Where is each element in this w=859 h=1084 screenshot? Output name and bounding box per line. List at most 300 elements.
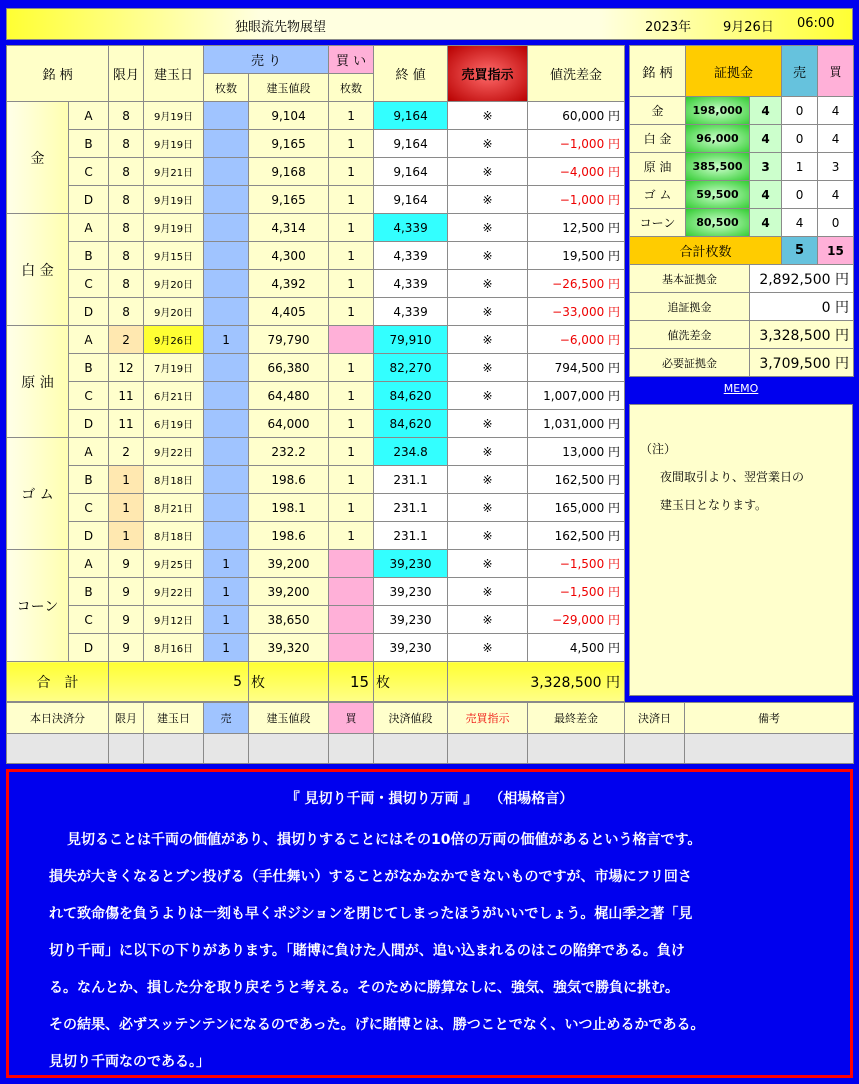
contract-month: 12: [109, 354, 144, 382]
order-mark: ※: [448, 438, 528, 466]
buy-count: 1: [329, 186, 374, 214]
sell-count: 1: [204, 634, 249, 662]
commodity-name: ゴ ム: [7, 438, 69, 550]
position-row: [7, 438, 625, 466]
margin-sell: 0: [782, 181, 818, 209]
close-price: 9,164: [374, 158, 448, 186]
settle-cell: [374, 734, 448, 764]
close-price: 82,270: [374, 354, 448, 382]
settle-cell: [109, 734, 144, 764]
summary-value: 0 円: [750, 293, 854, 321]
margin-sell: 1: [782, 153, 818, 181]
buy-count: 1: [329, 270, 374, 298]
entry-date: 6月19日: [144, 410, 204, 438]
mark-to-market-diff: −1,500 円: [528, 550, 625, 578]
entry-price: 66,380: [249, 354, 329, 382]
close-price: 9,164: [374, 102, 448, 130]
margin-amount: 59,500: [686, 181, 750, 209]
summary-label: 追証拠金: [630, 293, 750, 321]
order-mark: ※: [448, 634, 528, 662]
title-date: 9月26日: [723, 20, 774, 35]
close-price: 4,339: [374, 242, 448, 270]
position-row: [7, 410, 625, 438]
margin-units: 4: [750, 209, 782, 237]
contract-id: C: [69, 606, 109, 634]
contract-id: D: [69, 634, 109, 662]
entry-date: 9月19日: [144, 130, 204, 158]
side-header-margin: 証拠金: [686, 46, 782, 97]
contract-month: 8: [109, 298, 144, 326]
margin-commodity: コーン: [630, 209, 686, 237]
order-mark: ※: [448, 326, 528, 354]
margin-units: 4: [750, 97, 782, 125]
summary-value: 3,328,500 円: [750, 321, 854, 349]
margin-row: [630, 97, 854, 125]
proverb-line: その結果、必ずスッテンテンになるのであった。げに賭博とは、勝つことでなく、いつ止めるかである。: [49, 1017, 705, 1033]
contract-month: 8: [109, 186, 144, 214]
contract-id: C: [69, 494, 109, 522]
entry-price: 79,790: [249, 326, 329, 354]
buy-count: 1: [329, 214, 374, 242]
settle-cell: [7, 734, 109, 764]
contract-month: 8: [109, 242, 144, 270]
margin-row: [630, 209, 854, 237]
entry-date: 9月19日: [144, 214, 204, 242]
mark-to-market-diff: −26,500 円: [528, 270, 625, 298]
mark-to-market-diff: 19,500 円: [528, 242, 625, 270]
position-row: [7, 158, 625, 186]
mark-to-market-diff: 162,500 円: [528, 522, 625, 550]
position-row: [7, 214, 625, 242]
settle-header: 売: [204, 703, 249, 734]
buy-count: 1: [329, 522, 374, 550]
buy-count: 1: [329, 494, 374, 522]
commodity-name: 白 金: [7, 214, 69, 326]
position-row: [7, 130, 625, 158]
mark-to-market-diff: −6,000 円: [528, 326, 625, 354]
close-price: 231.1: [374, 466, 448, 494]
order-mark: ※: [448, 494, 528, 522]
mark-to-market-diff: −29,000 円: [528, 606, 625, 634]
entry-price: 9,168: [249, 158, 329, 186]
order-mark: ※: [448, 550, 528, 578]
entry-date: 9月25日: [144, 550, 204, 578]
order-mark: ※: [448, 242, 528, 270]
total-sell-unit: 枚: [249, 662, 329, 702]
contract-month: 9: [109, 550, 144, 578]
contract-month: 8: [109, 102, 144, 130]
sell-count: 1: [204, 326, 249, 354]
buy-count: [329, 634, 374, 662]
summary-row: [630, 265, 854, 293]
title-time: 06:00: [797, 16, 835, 31]
sell-count: [204, 158, 249, 186]
margin-sell: 0: [782, 125, 818, 153]
entry-price: 9,104: [249, 102, 329, 130]
entry-date: 9月19日: [144, 102, 204, 130]
mark-to-market-diff: −1,000 円: [528, 186, 625, 214]
margin-commodity: ゴ ム: [630, 181, 686, 209]
summary-row: [630, 321, 854, 349]
contract-id: B: [69, 242, 109, 270]
order-mark: ※: [448, 298, 528, 326]
position-row: [7, 466, 625, 494]
contract-month: 2: [109, 326, 144, 354]
position-row: [7, 326, 625, 354]
position-row: [7, 186, 625, 214]
mark-to-market-diff: 13,000 円: [528, 438, 625, 466]
margin-units: 3: [750, 153, 782, 181]
settle-header: 決済値段: [374, 703, 448, 734]
contract-id: C: [69, 270, 109, 298]
side-header-sell: 売: [782, 46, 818, 97]
close-price: 39,230: [374, 578, 448, 606]
margin-buy: 4: [818, 125, 854, 153]
header-entry-date: 建玉日: [144, 46, 204, 102]
entry-date: 9月12日: [144, 606, 204, 634]
position-row: [7, 270, 625, 298]
close-price: 39,230: [374, 550, 448, 578]
order-mark: ※: [448, 270, 528, 298]
entry-price: 232.2: [249, 438, 329, 466]
buy-count: 1: [329, 298, 374, 326]
proverb-box: [6, 769, 853, 1078]
position-row: [7, 494, 625, 522]
settle-cell: [144, 734, 204, 764]
sell-count: [204, 438, 249, 466]
mark-to-market-diff: 165,000 円: [528, 494, 625, 522]
position-row: [7, 550, 625, 578]
entry-price: 9,165: [249, 186, 329, 214]
total-buy-unit: 枚: [374, 662, 448, 702]
close-price: 231.1: [374, 522, 448, 550]
buy-count: 1: [329, 410, 374, 438]
memo-line: 建玉日となります。: [660, 498, 768, 512]
buy-count: [329, 606, 374, 634]
buy-count: [329, 326, 374, 354]
entry-price: 39,200: [249, 550, 329, 578]
contract-id: C: [69, 158, 109, 186]
contract-id: B: [69, 466, 109, 494]
contract-month: 8: [109, 270, 144, 298]
entry-date: 9月26日: [144, 326, 204, 354]
entry-price: 198.6: [249, 522, 329, 550]
settle-header: 決済日: [625, 703, 685, 734]
contract-id: A: [69, 438, 109, 466]
position-row: [7, 578, 625, 606]
total-amount: 3,328,500 円: [448, 662, 625, 702]
settle-cell: [685, 734, 854, 764]
order-mark: ※: [448, 102, 528, 130]
header-sell-count: 枚数: [204, 74, 249, 102]
memo-line: 夜間取引より、翌営業日の: [660, 470, 805, 484]
total-buy-count: 15: [329, 662, 374, 702]
margin-commodity: 原 油: [630, 153, 686, 181]
order-mark: ※: [448, 466, 528, 494]
settle-cell: [204, 734, 249, 764]
order-mark: ※: [448, 578, 528, 606]
contract-month: 8: [109, 130, 144, 158]
mark-to-market-diff: 4,500 円: [528, 634, 625, 662]
proverb-line: 損失が大きくなるとブン投げる（手仕舞い）することがなかなかできないものですが、市場にフリ回さ: [49, 869, 692, 885]
settle-header: 限月: [109, 703, 144, 734]
entry-date: 8月18日: [144, 522, 204, 550]
margin-buy: 4: [818, 181, 854, 209]
buy-count: 1: [329, 102, 374, 130]
positions-table: [6, 45, 624, 702]
entry-price: 4,314: [249, 214, 329, 242]
memo-box: [629, 404, 853, 696]
buy-count: [329, 550, 374, 578]
entry-date: 9月15日: [144, 242, 204, 270]
commodity-name: 金: [7, 102, 69, 214]
settle-header: 建玉値段: [249, 703, 329, 734]
contract-month: 1: [109, 522, 144, 550]
buy-count: 1: [329, 466, 374, 494]
entry-price: 39,320: [249, 634, 329, 662]
entry-price: 198.1: [249, 494, 329, 522]
sell-count: 1: [204, 550, 249, 578]
summary-value: 2,892,500 円: [750, 265, 854, 293]
margin-amount: 198,000: [686, 97, 750, 125]
buy-count: 1: [329, 438, 374, 466]
entry-date: 8月16日: [144, 634, 204, 662]
settlement-table: [6, 702, 853, 764]
buy-count: 1: [329, 130, 374, 158]
mark-to-market-diff: −1,500 円: [528, 578, 625, 606]
entry-date: 8月21日: [144, 494, 204, 522]
contract-month: 9: [109, 578, 144, 606]
entry-date: 9月19日: [144, 186, 204, 214]
buy-count: 1: [329, 242, 374, 270]
sell-count: [204, 410, 249, 438]
buy-count: 1: [329, 158, 374, 186]
entry-price: 4,405: [249, 298, 329, 326]
settle-header: 売買指示: [448, 703, 528, 734]
settle-cell: [329, 734, 374, 764]
side-count-sell: 5: [782, 237, 818, 265]
buy-count: 1: [329, 382, 374, 410]
margin-amount: 80,500: [686, 209, 750, 237]
proverb-line: る。なんとか、損した分を取り戻そうと考える。そのために勝算なしに、強気、強気で勝負に挑む。: [49, 980, 679, 996]
memo-line: （注）: [640, 442, 677, 456]
close-price: 234.8: [374, 438, 448, 466]
close-price: 9,164: [374, 186, 448, 214]
summary-label: 基本証拠金: [630, 265, 750, 293]
settle-header: 備考: [685, 703, 854, 734]
header-month: 限月: [109, 46, 144, 102]
side-count-label: 合計枚数: [630, 237, 782, 265]
mark-to-market-diff: 1,031,000 円: [528, 410, 625, 438]
entry-date: 8月18日: [144, 466, 204, 494]
mark-to-market-diff: −1,000 円: [528, 130, 625, 158]
entry-date: 9月20日: [144, 298, 204, 326]
mark-to-market-diff: 162,500 円: [528, 466, 625, 494]
side-header-brand: 銘 柄: [630, 46, 686, 97]
title-bar: [6, 8, 853, 40]
entry-date: 9月20日: [144, 270, 204, 298]
entry-price: 198.6: [249, 466, 329, 494]
entry-price: 64,000: [249, 410, 329, 438]
margin-sell: 0: [782, 97, 818, 125]
sell-count: [204, 130, 249, 158]
settle-header: 建玉日: [144, 703, 204, 734]
sell-count: [204, 382, 249, 410]
mark-to-market-diff: 12,500 円: [528, 214, 625, 242]
contract-month: 9: [109, 606, 144, 634]
entry-date: 6月21日: [144, 382, 204, 410]
margin-row: [630, 181, 854, 209]
order-button[interactable]: 売買指示: [448, 46, 528, 102]
contract-month: 8: [109, 214, 144, 242]
header-sell: 売 り: [204, 46, 329, 74]
entry-price: 9,165: [249, 130, 329, 158]
settle-cell: [625, 734, 685, 764]
contract-id: A: [69, 214, 109, 242]
mark-to-market-diff: −33,000 円: [528, 298, 625, 326]
close-price: 231.1: [374, 494, 448, 522]
order-mark: ※: [448, 354, 528, 382]
contract-id: D: [69, 298, 109, 326]
summary-row: [630, 293, 854, 321]
header-buy: 買 い: [329, 46, 374, 74]
side-header-buy: 買: [818, 46, 854, 97]
close-price: 4,339: [374, 298, 448, 326]
contract-id: B: [69, 130, 109, 158]
mark-to-market-diff: 794,500 円: [528, 354, 625, 382]
side-count-buy: 15: [818, 237, 854, 265]
mark-to-market-diff: −4,000 円: [528, 158, 625, 186]
margin-units: 4: [750, 181, 782, 209]
order-mark: ※: [448, 410, 528, 438]
margin-amount: 385,500: [686, 153, 750, 181]
header-buy-count: 枚数: [329, 74, 374, 102]
position-row: [7, 382, 625, 410]
position-row: [7, 606, 625, 634]
sell-count: [204, 214, 249, 242]
contract-id: D: [69, 522, 109, 550]
header-entry-price: 建玉値段: [249, 74, 329, 102]
proverb-line: 見切り千両なのである。」: [49, 1054, 210, 1070]
header-close: 終 値: [374, 46, 448, 102]
commodity-name: 原 油: [7, 326, 69, 438]
contract-id: B: [69, 354, 109, 382]
contract-id: D: [69, 410, 109, 438]
contract-id: D: [69, 186, 109, 214]
order-mark: ※: [448, 186, 528, 214]
sell-count: [204, 270, 249, 298]
summary-label: 値洗差金: [630, 321, 750, 349]
proverb-line: 切り千両」に以下の下りがあります。「賭博に負けた人間が、追い込まれるのはこの陥穽である。負け: [49, 943, 685, 959]
margin-panel: [629, 45, 853, 377]
buy-count: 1: [329, 354, 374, 382]
order-mark: ※: [448, 214, 528, 242]
summary-row: [630, 349, 854, 377]
entry-price: 4,300: [249, 242, 329, 270]
entry-date: 9月22日: [144, 578, 204, 606]
margin-row: [630, 125, 854, 153]
contract-month: 1: [109, 494, 144, 522]
order-mark: ※: [448, 130, 528, 158]
close-price: 39,230: [374, 634, 448, 662]
margin-commodity: 白 金: [630, 125, 686, 153]
sell-count: [204, 494, 249, 522]
mark-to-market-diff: 60,000 円: [528, 102, 625, 130]
position-row: [7, 522, 625, 550]
memo-link[interactable]: MEMO: [723, 382, 759, 395]
settle-header: 本日決済分: [7, 703, 109, 734]
sell-count: [204, 466, 249, 494]
margin-buy: 3: [818, 153, 854, 181]
commodity-name: コーン: [7, 550, 69, 662]
entry-date: 7月19日: [144, 354, 204, 382]
entry-date: 9月21日: [144, 158, 204, 186]
summary-value: 3,709,500 円: [750, 349, 854, 377]
proverb-line: れて致命傷を負うよりは一刻も早くポジションを閉じてしまったほうがいいでしょう。梶山季之著「見: [49, 906, 693, 922]
contract-month: 9: [109, 634, 144, 662]
total-sell-count: 5: [109, 662, 249, 702]
contract-month: 11: [109, 410, 144, 438]
sell-count: 1: [204, 578, 249, 606]
margin-commodity: 金: [630, 97, 686, 125]
order-mark: ※: [448, 158, 528, 186]
proverb-line: 見切ることは千両の価値があり、損切りすることにはその10倍の万両の価値があるという格言です。: [67, 832, 702, 848]
settle-header: 買: [329, 703, 374, 734]
sell-count: [204, 354, 249, 382]
sell-count: [204, 522, 249, 550]
close-price: 9,164: [374, 130, 448, 158]
contract-month: 2: [109, 438, 144, 466]
entry-price: 4,392: [249, 270, 329, 298]
contract-id: A: [69, 326, 109, 354]
contract-month: 11: [109, 382, 144, 410]
position-row: [7, 354, 625, 382]
header-brand: 銘 柄: [7, 46, 109, 102]
close-price: 84,620: [374, 410, 448, 438]
settle-cell: [448, 734, 528, 764]
margin-amount: 96,000: [686, 125, 750, 153]
title-year: 2023年: [645, 20, 692, 35]
entry-price: 38,650: [249, 606, 329, 634]
margin-buy: 0: [818, 209, 854, 237]
margin-row: [630, 153, 854, 181]
entry-date: 9月22日: [144, 438, 204, 466]
position-row: [7, 298, 625, 326]
order-mark: ※: [448, 382, 528, 410]
close-price: 84,620: [374, 382, 448, 410]
summary-label: 必要証拠金: [630, 349, 750, 377]
close-price: 4,339: [374, 270, 448, 298]
buy-count: [329, 578, 374, 606]
order-mark: ※: [448, 606, 528, 634]
margin-units: 4: [750, 125, 782, 153]
close-price: 4,339: [374, 214, 448, 242]
close-price: 79,910: [374, 326, 448, 354]
settle-cell: [528, 734, 625, 764]
entry-price: 39,200: [249, 578, 329, 606]
page-title: 独眼流先物展望: [235, 20, 327, 35]
margin-buy: 4: [818, 97, 854, 125]
contract-month: 1: [109, 466, 144, 494]
sell-count: 1: [204, 606, 249, 634]
contract-id: C: [69, 382, 109, 410]
order-mark: ※: [448, 522, 528, 550]
entry-price: 64,480: [249, 382, 329, 410]
contract-month: 8: [109, 158, 144, 186]
sell-count: [204, 102, 249, 130]
settle-cell: [249, 734, 329, 764]
sell-count: [204, 186, 249, 214]
